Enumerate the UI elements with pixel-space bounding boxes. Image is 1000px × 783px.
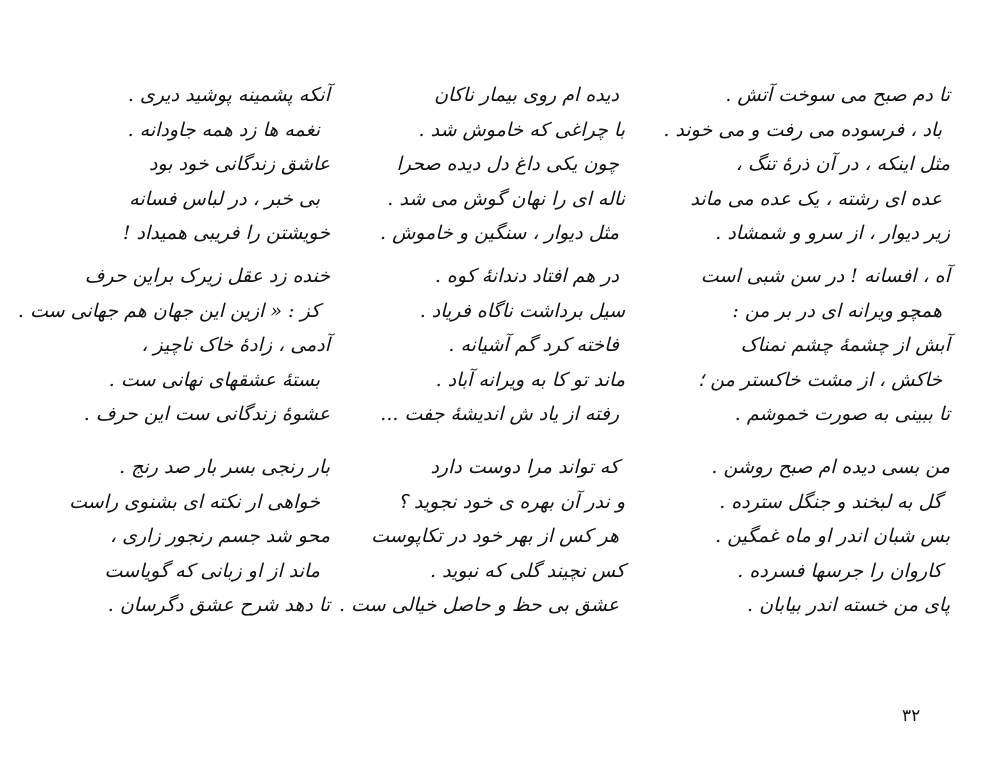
poem-line: آه ، افسانه ! در سن شبی است bbox=[700, 264, 950, 287]
poem-line: فاخته کرد گم آشیانه . bbox=[448, 334, 619, 357]
poem-line: آبش از چشمهٔ چشم نمناک bbox=[740, 334, 950, 357]
poem-line: کاروان را جرسها فسرده . bbox=[737, 559, 942, 582]
stanza bbox=[30, 450, 330, 623]
poem-line: عشوهٔ زندگانی ست این حرف . bbox=[83, 403, 330, 426]
poem-line: نغمه ها زد همه جاودانه . bbox=[127, 118, 320, 141]
poem-line: عده ای رشته ، یک عده می ماند bbox=[690, 187, 942, 210]
poem-line: دیده ام روی بیمار ناکان bbox=[434, 84, 619, 106]
poem-line: تا ببینی به صورت خموشم . bbox=[734, 403, 950, 426]
poem-line: و ندر آن بهره ی خود نجوید ؟ bbox=[397, 490, 625, 513]
poem-line: باد ، فرسوده می رفت و می خوند . bbox=[663, 118, 942, 141]
poem-line: تا دم صبح می سوخت آتش . bbox=[725, 84, 950, 106]
poem-line: با چراغی که خاموش شد . bbox=[418, 118, 625, 141]
poem-line: ماند تو کا به ویرانه آباد . bbox=[435, 368, 625, 391]
poem-line: آنکه پشمینه پوشید دیری . bbox=[127, 84, 330, 106]
poem-line: بار رنجی بسر بار صد رنج . bbox=[119, 455, 330, 478]
poem-line: عاشق زندگانی خود بود bbox=[149, 153, 330, 176]
poem-line: زیر دیوار ، از سرو و شمشاد . bbox=[715, 222, 950, 245]
poem-line: در هم افتاد دندانهٔ کوه . bbox=[434, 264, 619, 287]
stanza bbox=[325, 259, 625, 432]
stanza bbox=[660, 450, 950, 623]
poem-line: ناله ای را نهان گوش می شد . bbox=[387, 187, 625, 210]
poem-line: من بسی دیده ام صبح روشن . bbox=[711, 455, 950, 478]
poem-line: خنده زد عقل زیرک براین حرف bbox=[84, 264, 330, 287]
poem-line: کس نچیند گلی که نبوید . bbox=[429, 559, 625, 582]
poem-line: همچو ویرانه ای در بر من : bbox=[732, 299, 942, 322]
poem-line: سیل برداشت ناگاه فریاد . bbox=[419, 299, 625, 322]
stanza bbox=[325, 78, 625, 251]
poem-line: خویشتن را فریبی همیداد ! bbox=[122, 222, 330, 245]
poem-line: محو شد جسم رنجور زاری ، bbox=[109, 525, 330, 548]
stanza bbox=[660, 78, 950, 251]
poem-column-right bbox=[660, 78, 950, 623]
poem-line: که تواند مرا دوست دارد bbox=[430, 455, 619, 478]
stanza bbox=[660, 259, 950, 432]
poem-line: خواهی ار نکته ای بشنوی راست bbox=[69, 490, 320, 513]
poem-line: پای من خسته اندر بیابان . bbox=[747, 594, 950, 617]
poem-line: ماند از او زبانی که گویاست bbox=[104, 559, 320, 582]
poem-line: رفته از یاد ش اندیشهٔ جفت ... bbox=[380, 403, 619, 426]
poem-line: چون یکی داغ دل دیده صحرا bbox=[396, 153, 619, 176]
poem-line: هر کس از بهر خود در تکاپوست bbox=[371, 525, 619, 548]
page-number: ۳۲ bbox=[902, 706, 921, 726]
poem-line: عشق بی حظ و حاصل خیالی ست . bbox=[338, 594, 619, 617]
stanza bbox=[17, 259, 330, 432]
poem-line: آدمی ، زادهٔ خاک ناچیز ، bbox=[141, 334, 330, 357]
poem-column-middle bbox=[325, 78, 625, 623]
poem-line: مثل اینکه ، در آن ذرهٔ تنگ ، bbox=[735, 153, 950, 176]
poem-line: بی خبر ، در لباس فسانه bbox=[129, 187, 320, 210]
poem-line: بس شبان اندر او ماه غمگین . bbox=[715, 525, 950, 548]
stanza bbox=[325, 450, 625, 623]
poem-column-left bbox=[17, 78, 330, 623]
poem-line: تا دهد شرح عشق دگرسان . bbox=[107, 594, 330, 617]
stanza bbox=[30, 78, 330, 251]
poem-line: مثل دیوار ، سنگین و خاموش . bbox=[380, 222, 619, 245]
poem-line: کز : « ازین این جهان هم جهانی ست . bbox=[17, 299, 320, 322]
poem-line: بستهٔ عشقهای نهانی ست . bbox=[108, 368, 320, 391]
poem-line: خاکش ، از مشت خاکستر من ؛ bbox=[698, 368, 942, 391]
poem-line: گل به لبخند و جنگل سترده . bbox=[719, 490, 942, 513]
